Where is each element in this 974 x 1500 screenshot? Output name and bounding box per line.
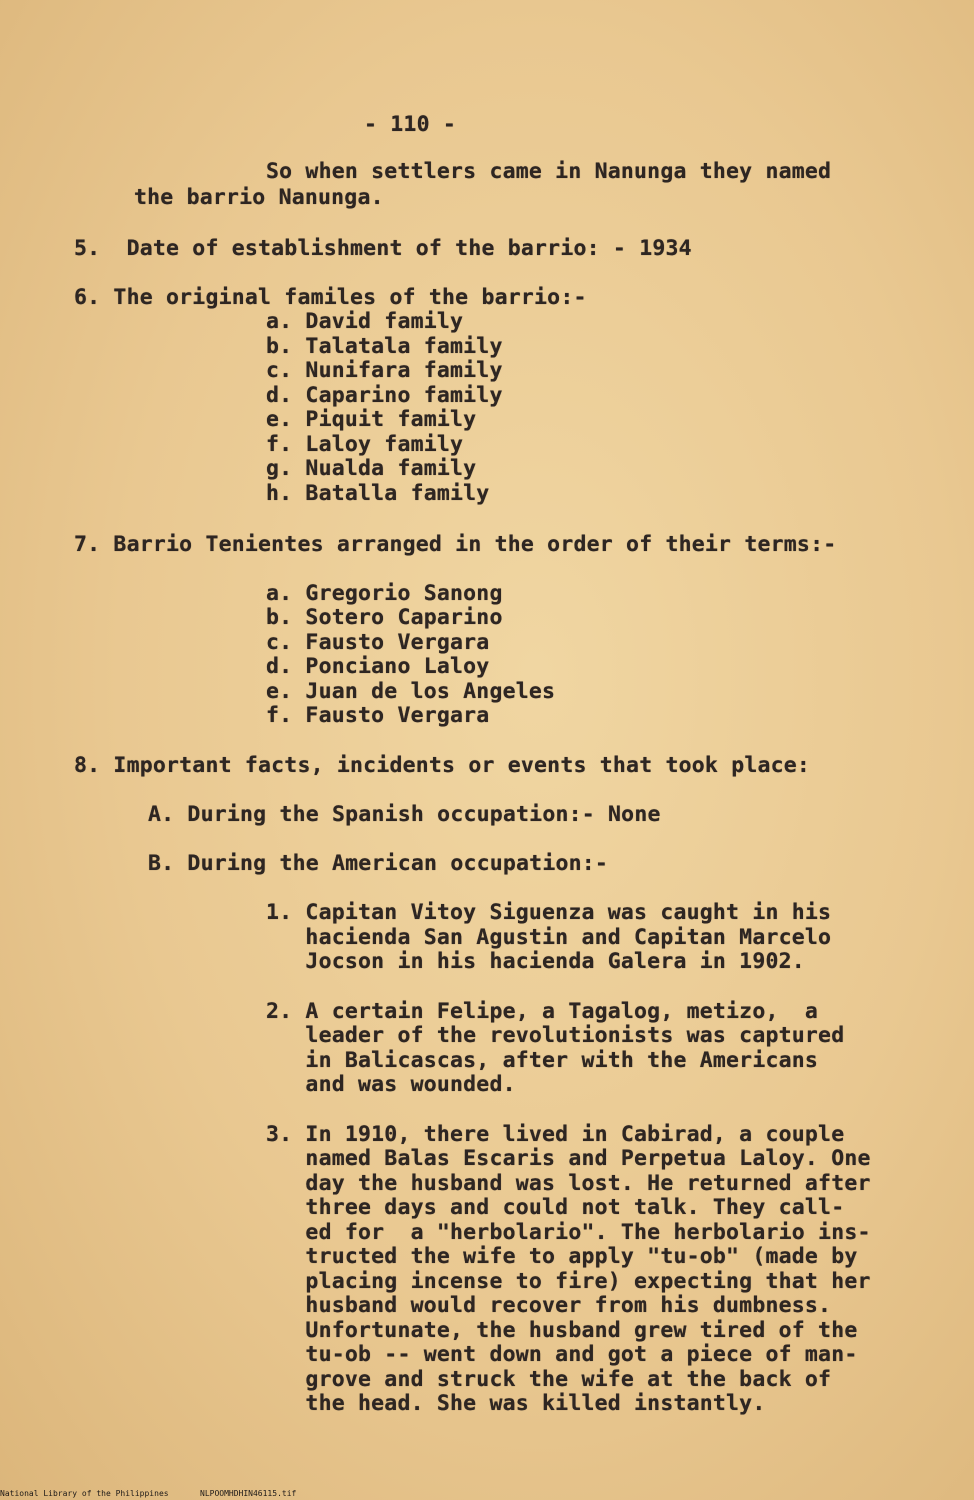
event-3-line: day the husband was lost. He returned after <box>266 1171 871 1196</box>
family-list-item: f. Laloy family <box>266 432 464 457</box>
teniente-list-item: f. Fausto Vergara <box>266 703 490 728</box>
teniente-list-item: b. Sotero Caparino <box>266 605 503 630</box>
event-3-line: Unfortunate, the husband grew tired of the <box>266 1318 858 1343</box>
item-5-establishment-date: 5. Date of establishment of the barrio: - 1934 <box>74 236 692 261</box>
event-1-line: 1. Capitan Vitoy Siguenza was caught in his <box>266 900 832 925</box>
event-3-line: ed for a "herbolario". The herbolario ins- <box>266 1220 871 1245</box>
intro-line: So when settlers came in Nanunga they named <box>266 159 832 184</box>
family-list-item: e. Piquit family <box>266 407 477 432</box>
teniente-list-item: c. Fausto Vergara <box>266 630 490 655</box>
family-list-item: h. Batalla family <box>266 481 490 506</box>
event-3-line: tu-ob -- went down and got a piece of man- <box>266 1342 858 1367</box>
item-7-heading: 7. Barrio Tenientes arranged in the order of their terms:- <box>74 532 837 557</box>
intro-line: the barrio Nanunga. <box>134 185 384 210</box>
teniente-list-item: d. Ponciano Laloy <box>266 654 490 679</box>
event-2-line: and was wounded. <box>266 1072 516 1097</box>
event-3-line: tructed the wife to apply "tu-ob" (made by <box>266 1244 858 1269</box>
family-list-item: c. Nunifara family <box>266 358 503 383</box>
event-3-line: placing incense to fire) expecting that her <box>266 1269 871 1294</box>
family-list-item: g. Nualda family <box>266 456 477 481</box>
event-2-line: in Balicascas, after with the Americans <box>266 1048 819 1073</box>
event-3-line: grove and struck the wife at the back of <box>266 1367 832 1392</box>
section-a-spanish-occupation: A. During the Spanish occupation:- None <box>148 802 661 827</box>
family-list-item: a. David family <box>266 309 464 334</box>
event-3-line: named Balas Escaris and Perpetua Laloy. One <box>266 1146 871 1171</box>
footer-library-credit: National Library of the Philippines <box>0 1489 169 1498</box>
section-b-american-occupation: B. During the American occupation:- <box>148 851 609 876</box>
event-3-line: husband would recover from his dumbness. <box>266 1293 832 1318</box>
page-number: - 110 - <box>364 112 457 137</box>
event-1-line: Jocson in his hacienda Galera in 1902. <box>266 949 805 974</box>
teniente-list-item: e. Juan de los Angeles <box>266 679 556 704</box>
teniente-list-item: a. Gregorio Sanong <box>266 581 503 606</box>
event-3-line: 3. In 1910, there lived in Cabirad, a couple <box>266 1122 845 1147</box>
footer-filename: NLPOOMHDHIN46115.tif <box>200 1489 297 1498</box>
event-3-line: the head. She was killed instantly. <box>266 1391 766 1416</box>
event-1-line: hacienda San Agustin and Capitan Marcelo <box>266 925 832 950</box>
event-2-line: leader of the revolutionists was captured <box>266 1023 845 1048</box>
item-6-heading: 6. The original familes of the barrio:- <box>74 285 587 310</box>
event-2-line: 2. A certain Felipe, a Tagalog, metizo, a <box>266 999 819 1024</box>
family-list-item: d. Caparino family <box>266 383 503 408</box>
event-3-line: three days and could not talk. They call- <box>266 1195 845 1220</box>
family-list-item: b. Talatala family <box>266 334 503 359</box>
item-8-heading: 8. Important facts, incidents or events that took place: <box>74 753 811 778</box>
